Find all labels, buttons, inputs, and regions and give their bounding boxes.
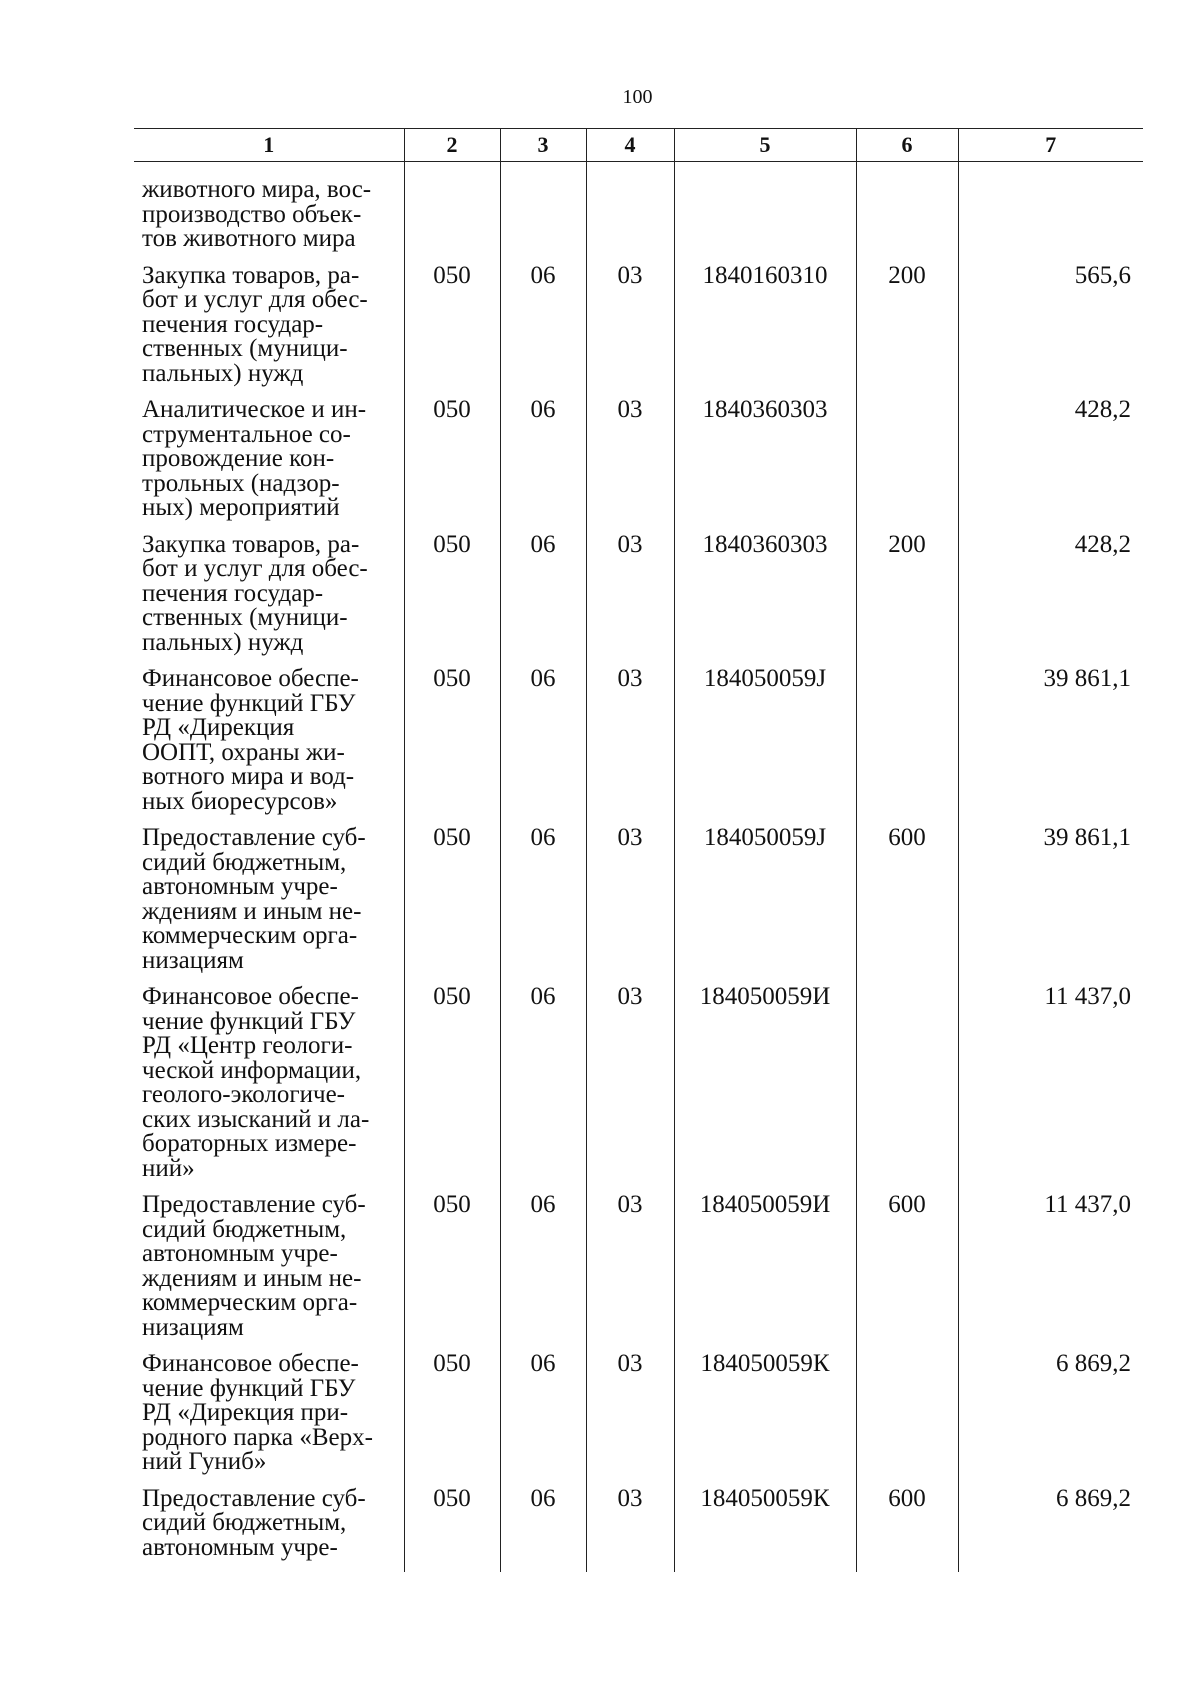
expense-name-line: трольных (надзор- bbox=[142, 469, 340, 497]
target-item-code-cell: 184050059J bbox=[674, 826, 856, 985]
section-code-cell: 06 bbox=[500, 1193, 586, 1352]
expense-name-line: ских изысканий и ла- bbox=[142, 1105, 370, 1133]
expense-name-cell bbox=[134, 1484, 404, 1573]
expense-name-cell bbox=[134, 1193, 404, 1352]
spacer-cell bbox=[404, 162, 500, 179]
expense-name-line: Закупка товаров, ра- bbox=[142, 261, 360, 289]
target-item-code-cell: 1840360303 bbox=[674, 398, 856, 533]
amount-cell: 39 861,1 bbox=[958, 826, 1143, 985]
expense-name-line: геолого-экологиче- bbox=[142, 1081, 346, 1108]
expense-name-line: струментальное со- bbox=[142, 420, 351, 448]
expense-name-line: ждениям и иным не- bbox=[142, 1264, 362, 1292]
expense-type-code-cell bbox=[856, 398, 958, 533]
expense-name-line: ных биоресурсов» bbox=[142, 787, 338, 815]
section-code-cell: 06 bbox=[500, 667, 586, 826]
subsection-code-cell: 03 bbox=[586, 533, 674, 668]
amount-cell: 428,2 bbox=[958, 398, 1143, 533]
expense-name-cell bbox=[134, 985, 404, 1193]
expense-name-line: родного парка «Верх- bbox=[142, 1423, 373, 1451]
expense-name-line: производство объек- bbox=[142, 200, 362, 228]
column-header-7: 7 bbox=[958, 129, 1143, 162]
table-row bbox=[134, 826, 1143, 985]
subsection-code-cell: 03 bbox=[586, 1487, 674, 1573]
expense-name-line: РД «Дирекция при- bbox=[142, 1399, 349, 1426]
expense-name-line: Аналитическое и ин- bbox=[142, 396, 367, 423]
header-row bbox=[134, 129, 1143, 162]
table-row bbox=[134, 1193, 1143, 1352]
target-item-code-cell: 1840160310 bbox=[674, 264, 856, 399]
ministry-code-cell: 050 bbox=[404, 826, 500, 985]
table-body bbox=[134, 162, 1143, 1573]
expense-name-line: чение функций ГБУ bbox=[142, 1007, 356, 1035]
section-code-cell: 06 bbox=[500, 826, 586, 985]
column-header-5: 5 bbox=[674, 129, 856, 162]
expense-name-line: сидий бюджетным, bbox=[142, 1509, 347, 1536]
expense-name-line: ний» bbox=[142, 1154, 195, 1182]
subsection-code-cell: 03 bbox=[586, 985, 674, 1193]
expense-name-line: РД «Дирекция bbox=[142, 714, 295, 741]
subsection-code-cell: 03 bbox=[586, 826, 674, 985]
expense-name-line: бот и услуг для обес- bbox=[142, 555, 368, 582]
expense-name-cell bbox=[134, 261, 404, 399]
section-code-cell: 06 bbox=[500, 533, 586, 668]
section-code-cell: 06 bbox=[500, 985, 586, 1193]
expense-type-code-cell bbox=[856, 178, 958, 264]
ministry-code-cell: 050 bbox=[404, 398, 500, 533]
ministry-code-cell: 050 bbox=[404, 1352, 500, 1487]
section-code-cell bbox=[500, 178, 586, 264]
expense-name-line: провождение кон- bbox=[142, 445, 335, 472]
expense-name-line: печения государ- bbox=[142, 579, 324, 607]
spacer-cell bbox=[856, 162, 958, 179]
target-item-code-cell: 184050059К bbox=[674, 1487, 856, 1573]
expense-name-cell bbox=[134, 178, 404, 264]
section-code-cell: 06 bbox=[500, 1352, 586, 1487]
column-header-6: 6 bbox=[856, 129, 958, 162]
ministry-code-cell: 050 bbox=[404, 1487, 500, 1573]
expense-type-code-cell: 600 bbox=[856, 1487, 958, 1573]
column-header-4: 4 bbox=[586, 129, 674, 162]
expense-name-line: низациям bbox=[142, 1313, 244, 1341]
expense-name-line: Закупка товаров, ра- bbox=[142, 530, 360, 558]
spacer-cell bbox=[674, 162, 856, 179]
expense-name-line: ждениям и иным не- bbox=[142, 897, 362, 925]
expense-type-code-cell: 600 bbox=[856, 1193, 958, 1352]
spacer-cell bbox=[500, 162, 586, 179]
subsection-code-cell: 03 bbox=[586, 1193, 674, 1352]
expense-name-line: автономным учре- bbox=[142, 1533, 338, 1561]
subsection-code-cell: 03 bbox=[586, 1352, 674, 1487]
expense-name-cell bbox=[134, 667, 404, 826]
amount-cell: 565,6 bbox=[958, 264, 1143, 399]
expense-name-line: ственных (муници- bbox=[142, 335, 348, 362]
spacer-cell bbox=[958, 162, 1143, 179]
ministry-code-cell bbox=[404, 178, 500, 264]
expense-name-line: Финансовое обеспе- bbox=[142, 983, 359, 1010]
expense-name-line: Предоставление суб- bbox=[142, 824, 366, 851]
target-item-code-cell: 184050059J bbox=[674, 667, 856, 826]
expense-type-code-cell: 200 bbox=[856, 533, 958, 668]
section-code-cell: 06 bbox=[500, 398, 586, 533]
table-row bbox=[134, 985, 1143, 1193]
expense-name-line: РД «Центр геологи- bbox=[142, 1032, 353, 1059]
budget-table-container bbox=[134, 128, 1143, 1572]
expense-name-line: печения государ- bbox=[142, 310, 324, 338]
table-row bbox=[134, 533, 1143, 668]
expense-name-line: Финансовое обеспе- bbox=[142, 665, 359, 692]
expense-name-cell bbox=[134, 398, 404, 533]
expense-name-line: Предоставление суб- bbox=[142, 1484, 366, 1512]
amount-cell: 39 861,1 bbox=[958, 667, 1143, 826]
expense-type-code-cell bbox=[856, 667, 958, 826]
expense-name-line: ний Гуниб» bbox=[142, 1448, 267, 1475]
target-item-code-cell: 184050059К bbox=[674, 1352, 856, 1487]
amount-cell: 6 869,2 bbox=[958, 1352, 1143, 1487]
amount-cell: 11 437,0 bbox=[958, 1193, 1143, 1352]
column-header-1: 1 bbox=[134, 129, 404, 162]
expense-name-cell bbox=[134, 530, 404, 668]
expense-name-line: бот и услуг для обес- bbox=[142, 286, 368, 313]
ministry-code-cell: 050 bbox=[404, 1193, 500, 1352]
expense-name-cell bbox=[134, 1352, 404, 1487]
amount-cell: 428,2 bbox=[958, 533, 1143, 668]
subsection-code-cell bbox=[586, 178, 674, 264]
ministry-code-cell: 050 bbox=[404, 985, 500, 1193]
target-item-code-cell: 1840360303 bbox=[674, 533, 856, 668]
expense-type-code-cell: 200 bbox=[856, 264, 958, 399]
expense-name-line: сидий бюджетным, bbox=[142, 848, 347, 876]
expense-name-line: вотного мира и вод- bbox=[142, 763, 355, 790]
table-header bbox=[134, 129, 1143, 162]
table-row bbox=[134, 667, 1143, 826]
expense-name-line: тов животного мира bbox=[142, 225, 356, 252]
amount-cell: 11 437,0 bbox=[958, 985, 1143, 1193]
expense-name-line: ных) мероприятий bbox=[142, 494, 340, 521]
table-row bbox=[134, 1487, 1143, 1573]
expense-type-code-cell bbox=[856, 1352, 958, 1487]
expense-name-line: Финансовое обеспе- bbox=[142, 1350, 359, 1377]
target-item-code-cell bbox=[674, 178, 856, 264]
expense-name-line: бораторных измере- bbox=[142, 1130, 357, 1157]
table-row bbox=[134, 264, 1143, 399]
expense-name-line: пальных) нужд bbox=[142, 359, 304, 387]
expense-name-line: низациям bbox=[142, 946, 244, 974]
subsection-code-cell: 03 bbox=[586, 667, 674, 826]
table-row bbox=[134, 178, 1143, 264]
expense-name-line: коммерческим орга- bbox=[142, 922, 358, 949]
section-code-cell: 06 bbox=[500, 264, 586, 399]
expense-name-line: чение функций ГБУ bbox=[142, 1374, 356, 1402]
column-header-2: 2 bbox=[404, 129, 500, 162]
expense-name-line: автономным учре- bbox=[142, 873, 338, 900]
target-item-code-cell: 184050059И bbox=[674, 985, 856, 1193]
expense-type-code-cell: 600 bbox=[856, 826, 958, 985]
expense-name-line: сидий бюджетным, bbox=[142, 1215, 347, 1243]
target-item-code-cell: 184050059И bbox=[674, 1193, 856, 1352]
expense-name-cell bbox=[134, 826, 404, 985]
budget-table bbox=[134, 128, 1143, 1572]
amount-cell bbox=[958, 178, 1143, 264]
section-code-cell: 06 bbox=[500, 1487, 586, 1573]
expense-name-line: коммерческим орга- bbox=[142, 1289, 358, 1316]
spacer-cell bbox=[586, 162, 674, 179]
expense-name-line: ООПТ, охраны жи- bbox=[142, 738, 345, 766]
subsection-code-cell: 03 bbox=[586, 264, 674, 399]
column-header-3: 3 bbox=[500, 129, 586, 162]
expense-name-line: автономным учре- bbox=[142, 1240, 338, 1267]
expense-name-line: пальных) нужд bbox=[142, 628, 304, 656]
expense-name-line: чение функций ГБУ bbox=[142, 689, 356, 717]
ministry-code-cell: 050 bbox=[404, 667, 500, 826]
page-number: 100 bbox=[622, 86, 653, 108]
ministry-code-cell: 050 bbox=[404, 264, 500, 399]
expense-type-code-cell bbox=[856, 985, 958, 1193]
expense-name-line: Предоставление суб- bbox=[142, 1191, 366, 1218]
expense-name-line: ственных (муници- bbox=[142, 604, 348, 631]
table-row bbox=[134, 398, 1143, 533]
ministry-code-cell: 050 bbox=[404, 533, 500, 668]
subsection-code-cell: 03 bbox=[586, 398, 674, 533]
table-row bbox=[134, 1352, 1143, 1487]
amount-cell: 6 869,2 bbox=[958, 1487, 1143, 1573]
expense-name-line: животного мира, вос- bbox=[142, 176, 372, 203]
expense-name-line: ческой информации, bbox=[142, 1056, 362, 1084]
